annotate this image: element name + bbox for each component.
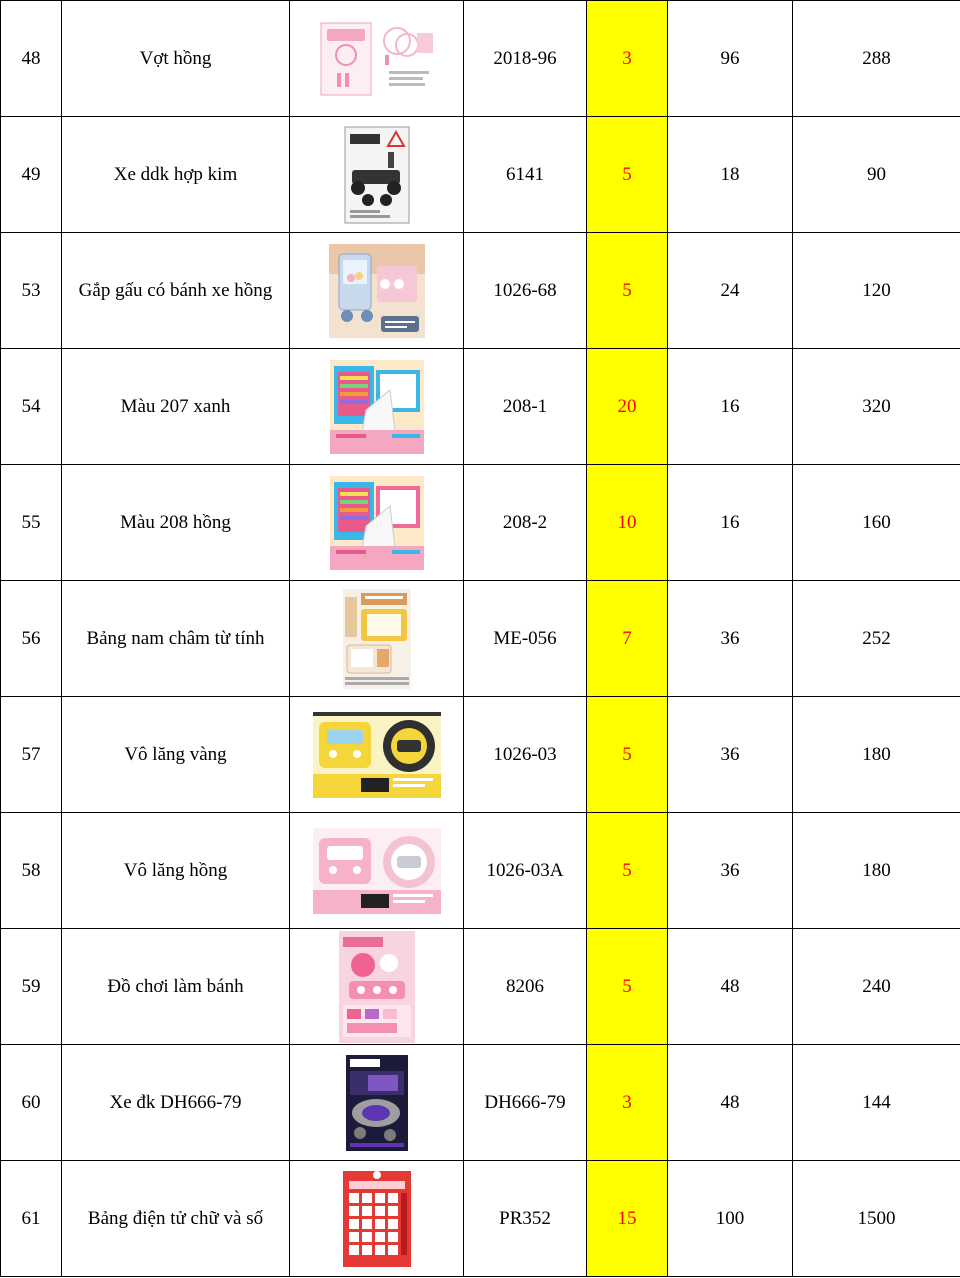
product-code: 1026-68 xyxy=(464,233,587,349)
units-per-box: 96 xyxy=(668,1,793,117)
baking-toy-set-icon xyxy=(339,931,415,1043)
product-name: Xe đk DH666-79 xyxy=(62,1045,290,1161)
row-number: 48 xyxy=(1,1,62,117)
table-row xyxy=(1,581,960,697)
product-code: 208-2 xyxy=(464,465,587,581)
product-code: DH666-79 xyxy=(464,1045,587,1161)
total-units: 90 xyxy=(793,117,960,233)
units-per-box: 48 xyxy=(668,1045,793,1161)
units-per-box: 36 xyxy=(668,581,793,697)
quantity-cell: 3 xyxy=(587,1045,668,1161)
product-image xyxy=(290,349,464,465)
table-row xyxy=(1,465,960,581)
product-image xyxy=(290,581,464,697)
table-row xyxy=(1,929,960,1045)
magnetic-drawing-board-icon xyxy=(343,589,411,689)
product-code: 1026-03A xyxy=(464,813,587,929)
row-number: 58 xyxy=(1,813,62,929)
table-row xyxy=(1,349,960,465)
product-name: Vợt hồng xyxy=(62,1,290,117)
product-image xyxy=(290,1161,464,1277)
table-row xyxy=(1,117,960,233)
quantity-cell: 5 xyxy=(587,117,668,233)
steering-wheel-yellow-icon xyxy=(313,712,441,798)
total-units: 144 xyxy=(793,1045,960,1161)
art-set-pink-icon xyxy=(330,476,424,570)
total-units: 252 xyxy=(793,581,960,697)
quantity-cell: 5 xyxy=(587,813,668,929)
quantity-cell: 7 xyxy=(587,581,668,697)
rc-crawler-car-icon xyxy=(344,126,410,224)
row-number: 55 xyxy=(1,465,62,581)
table-row xyxy=(1,1,960,117)
quantity-cell: 10 xyxy=(587,465,668,581)
table-row xyxy=(1,1161,960,1277)
total-units: 1500 xyxy=(793,1161,960,1277)
total-units: 180 xyxy=(793,813,960,929)
table-row xyxy=(1,1045,960,1161)
product-code: 208-1 xyxy=(464,349,587,465)
row-number: 59 xyxy=(1,929,62,1045)
units-per-box: 100 xyxy=(668,1161,793,1277)
total-units: 288 xyxy=(793,1,960,117)
alphabet-chart-icon xyxy=(343,1171,411,1267)
product-image xyxy=(290,1,464,117)
product-image xyxy=(290,233,464,349)
product-name: Xe ddk hợp kim xyxy=(62,117,290,233)
row-number: 54 xyxy=(1,349,62,465)
product-code: PR352 xyxy=(464,1161,587,1277)
product-image xyxy=(290,465,464,581)
product-name: Màu 208 hồng xyxy=(62,465,290,581)
units-per-box: 48 xyxy=(668,929,793,1045)
product-name: Bảng nam châm từ tính xyxy=(62,581,290,697)
row-number: 57 xyxy=(1,697,62,813)
claw-machine-cart-icon xyxy=(329,244,425,338)
units-per-box: 36 xyxy=(668,697,793,813)
product-image xyxy=(290,697,464,813)
row-number: 49 xyxy=(1,117,62,233)
row-number: 53 xyxy=(1,233,62,349)
table-row xyxy=(1,697,960,813)
total-units: 240 xyxy=(793,929,960,1045)
quantity-cell: 5 xyxy=(587,233,668,349)
product-name: Bảng điện tử chữ và số xyxy=(62,1161,290,1277)
row-number: 56 xyxy=(1,581,62,697)
table-row xyxy=(1,233,960,349)
product-name: Đồ chơi làm bánh xyxy=(62,929,290,1045)
row-number: 60 xyxy=(1,1045,62,1161)
product-code: 8206 xyxy=(464,929,587,1045)
product-code: 6141 xyxy=(464,117,587,233)
product-name: Vô lăng hồng xyxy=(62,813,290,929)
quantity-cell: 3 xyxy=(587,1,668,117)
product-code: 1026-03 xyxy=(464,697,587,813)
units-per-box: 16 xyxy=(668,349,793,465)
product-code: 2018-96 xyxy=(464,1,587,117)
quantity-cell: 15 xyxy=(587,1161,668,1277)
product-code: ME-056 xyxy=(464,581,587,697)
table-row xyxy=(1,813,960,929)
total-units: 180 xyxy=(793,697,960,813)
steering-wheel-pink-icon xyxy=(313,828,441,914)
product-image xyxy=(290,813,464,929)
product-image xyxy=(290,117,464,233)
stunt-car-icon xyxy=(346,1055,408,1151)
quantity-cell: 5 xyxy=(587,697,668,813)
pink-racket-set-icon xyxy=(319,21,435,97)
units-per-box: 36 xyxy=(668,813,793,929)
art-set-blue-icon xyxy=(330,360,424,454)
total-units: 320 xyxy=(793,349,960,465)
product-image xyxy=(290,1045,464,1161)
total-units: 160 xyxy=(793,465,960,581)
product-name: Vô lăng vàng xyxy=(62,697,290,813)
total-units: 120 xyxy=(793,233,960,349)
product-name: Màu 207 xanh xyxy=(62,349,290,465)
row-number: 61 xyxy=(1,1161,62,1277)
units-per-box: 16 xyxy=(668,465,793,581)
product-name: Gắp gấu có bánh xe hồng xyxy=(62,233,290,349)
quantity-cell: 5 xyxy=(587,929,668,1045)
units-per-box: 18 xyxy=(668,117,793,233)
units-per-box: 24 xyxy=(668,233,793,349)
quantity-cell: 20 xyxy=(587,349,668,465)
product-image xyxy=(290,929,464,1045)
